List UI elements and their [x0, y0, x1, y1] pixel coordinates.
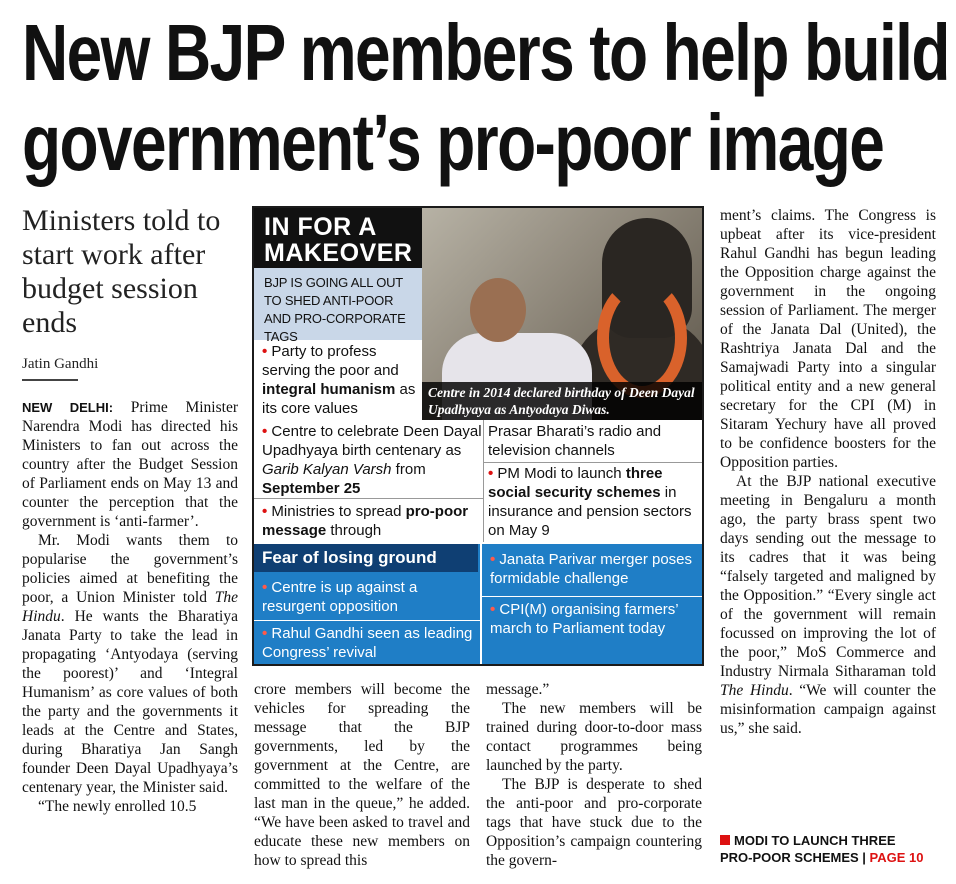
fear-bullet: • Centre is up against a resurgent opposition [262, 579, 418, 615]
divider [254, 620, 480, 621]
bullet-icon: • [488, 465, 498, 482]
bullet-icon: • [262, 625, 272, 642]
fear-panel [254, 544, 704, 666]
article-column-3 [486, 680, 702, 870]
paragraph: crore members will become the vehicles for spreading the message that the BJP governments, led by the government at the Centre, are committed to the welfare of the last man in the queue,” he added. “We have been asked to travel and educate these new members on how to spread this [254, 681, 470, 869]
red-square-icon [720, 835, 730, 845]
paragraph: ment’s claims. The Congress is upbeat after its vice-president Rahul Gandhi has begun leading the Opposition charge against the government in the ongoing session of Parliament. The merger of the Janata Dal (United), the Rashtriya Janata Dal and the Samajwadi Party into a singular political entity and a new general secretary for the CPI (M) in Sitaram Yechury have all proved to be confidence boosters for the Opposition parties. [720, 207, 936, 471]
publication-name: The Hindu [720, 682, 789, 699]
divider [254, 498, 484, 499]
paragraph: “The newly enrolled 10.5 [38, 798, 197, 815]
fear-title: Fear of losing ground [254, 544, 478, 572]
box-bullet: • PM Modi to launch three social security schemes in insurance and pension sectors on May 9 [488, 465, 692, 539]
bullet-icon: • [490, 601, 500, 618]
box-bullet: • Party to profess serving the poor and integral humanism as its core values [262, 343, 416, 417]
fear-bullet: • Rahul Gandhi seen as leading Congress’ revival [262, 625, 473, 661]
fear-bullet: • CPI(M) organising farmers’ march to Parliament today [490, 601, 679, 637]
divider [484, 462, 704, 463]
paragraph: At the BJP national executive meeting in Bengaluru a month ago, the party brass spent two days sending out the message to its cadres that it was being “falsely targeted and maligned by the Opposition.” “Every single act of the government will remain focussed on improving the lot of the poor,” MoS Commerce and Industry Nirmala Sitharaman told The Hindu. “We will counter the misinformation campaign against us,” she said. [720, 473, 936, 737]
paragraph: The new members will be trained during door-to-door mass contact programmes being launched by the party. [486, 700, 702, 774]
deck: Ministers told to start work after budget session ends [22, 204, 221, 339]
paragraph: The BJP is desperate to shed the anti-poor and pro-corporate tags that have stuck due to the Opposition’s campaign countering the govern- [486, 776, 702, 869]
box-bullet: • Ministries to spread pro-poor message through [262, 503, 469, 539]
headline-line-2: government’s pro-poor image [22, 98, 884, 187]
fear-bullet: • Janata Parivar merger poses formidable challenge [490, 551, 693, 587]
byline [22, 356, 142, 381]
bullet-icon: • [262, 579, 272, 596]
byline-rule [22, 379, 78, 381]
box-bullet-continued: Prasar Bharati’s radio and television channels [488, 423, 662, 459]
box-title: IN FOR A MAKEOVER [254, 208, 422, 268]
dateline: NEW DELHI: [22, 400, 114, 415]
garland [597, 278, 687, 398]
paragraph: Mr. Modi wants them to popularise the government’s policies aimed at benefiting the poor, a Union Minister told The Hindu. He wants the Bharatiya Janata Party to take the lead in propagating ‘Antyodaya (serving the poorest)’ and ‘Integral Humanism’ as core values of both the party and the governments it leads at the Centre and States, during Bharatiya Jan Sangh founder Deen Dayal Upadhyaya’s centenary year, the Minister said. [22, 532, 238, 796]
photo-caption: Centre in 2014 declared birthday of Deen Dayal Upadhyaya as Antyodaya Diwas. [422, 382, 704, 420]
bullet-icon: • [490, 551, 500, 568]
divider [482, 596, 704, 597]
cross-reference[interactable]: MODI TO LAUNCH THREE PRO-POOR SCHEMES | PAGE 10 [720, 833, 924, 865]
bullet-icon: • [262, 423, 272, 440]
headline [22, 8, 949, 188]
bullet-icon: • [262, 503, 272, 520]
person-head [470, 278, 526, 342]
paragraph: message.” [486, 681, 550, 698]
article-column-2 [254, 680, 470, 870]
headline-line-1: New BJP members to help build [22, 8, 949, 97]
article-column-4 [720, 206, 936, 738]
box-subtitle: BJP IS GOING ALL OUT TO SHED ANTI-POOR AND PRO-CORPORATE TAGS [254, 268, 422, 340]
article-column-1 [22, 398, 238, 816]
paragraph: NEW DELHI: Prime Minister Narendra Modi has directed his Ministers to fan out across the country after the Budget Session of Parliament ends on May 13 and counter the perception that the government is ‘anti-farmer’. [22, 399, 238, 530]
box-bullet: • Centre to celebrate Deen Dayal Upadhyaya birth centenary as Garib Kalyan Varsh from September 25 [262, 423, 482, 497]
divider [480, 544, 482, 666]
bullet-icon: • [262, 343, 272, 360]
byline-name: Jatin Gandhi [22, 356, 99, 372]
page-reference[interactable]: PAGE 10 [869, 850, 924, 865]
publication-name: The Hindu [22, 589, 238, 625]
info-box [252, 206, 704, 666]
